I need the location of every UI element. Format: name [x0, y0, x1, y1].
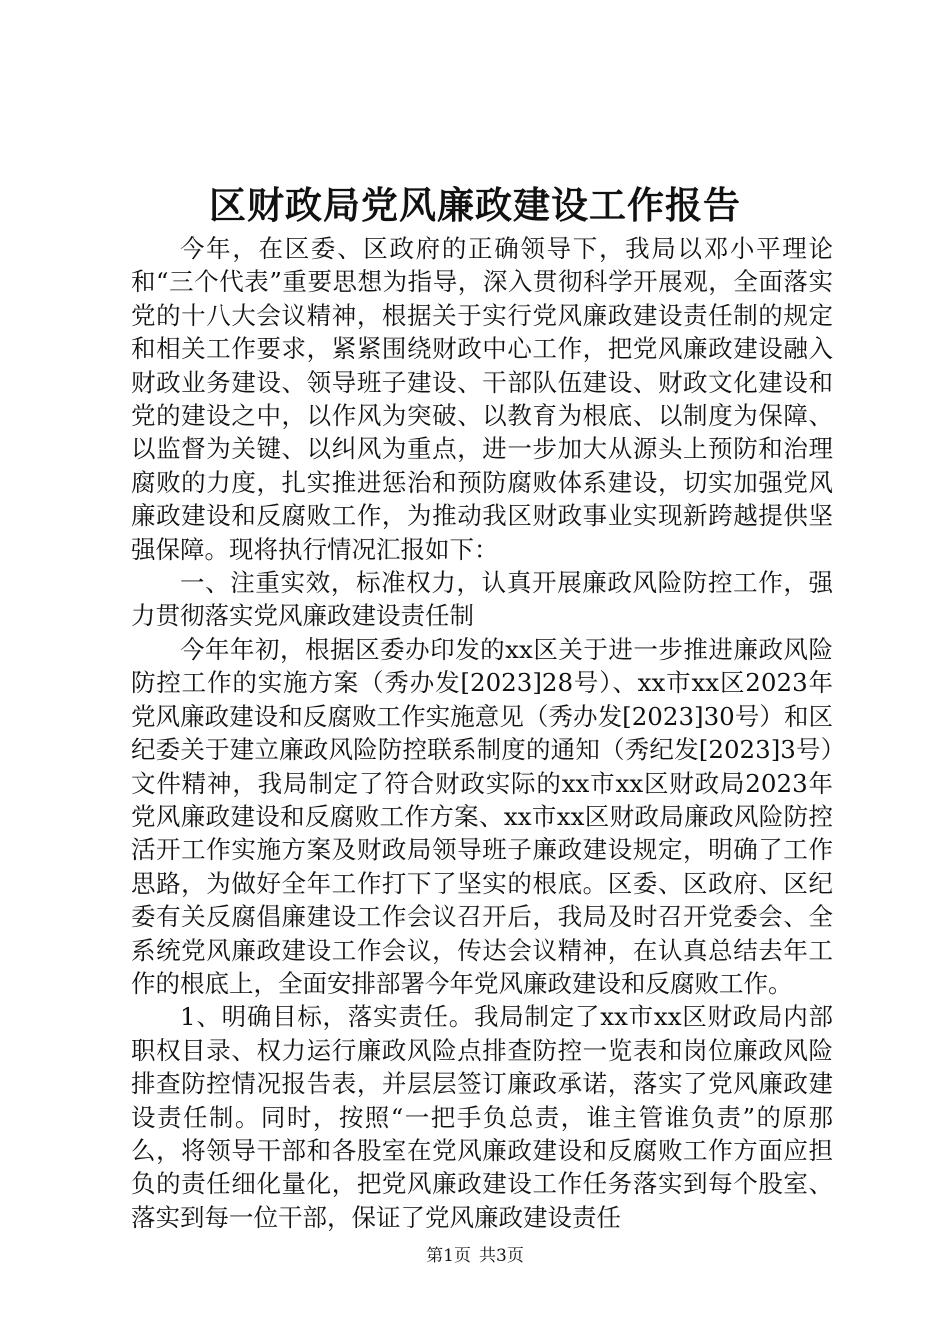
page-footer	[0, 1244, 950, 1268]
paragraph-intro: 今年，在区委、区政府的正确领导下，我局以邓小平理论和“三个代表”重要思想为指导，深入贯彻科学开展观，全面落实党的十八大会议精神，根据关于实行党风廉政建设责任制的规定和相关工作要求，紧紧围绕财政中心工作，把党风廉政建设融入财政业务建设、领导班子建设、干部队伍建设、财政文化建设和党的建设之中，以作风为突破、以教育为根底、以制度为保障、以监督为关键、以纠风为重点，进一步加大从源头上预防和治理腐败的力度，扎实推进惩治和预防腐败体系建设，切实加强党风廉政建设和反腐败工作，为推动我区财政事业实现新跨越提供坚强保障。现将执行情况汇报如下：	[131, 234, 833, 564]
page-total: 共3页	[479, 1246, 524, 1266]
paragraph-background: 今年年初，根据区委办印发的xx区关于进一步推进廉政风险防控工作的实施方案（秀办发[2023]28号）、xx市xx区2023年党风廉政建设和反腐败工作实施意见（秀办发[2023]30号）和区纪委关于建立廉政风险防控联系制度的通知（秀纪发[2023]3号）文件精神，我局制定了符合财政实际的xx市xx区财政局2023年党风廉政建设和反腐败工作方案、xx市xx区财政局廉政风险防控活开工作实施方案及财政局领导班子廉政建设规定，明确了工作思路，为做好全年工作打下了坚实的根底。区委、区政府、区纪委有关反腐倡廉建设工作会议召开后，我局及时召开党委会、全系统党风廉政建设工作会议，传达会议精神，在认真总结去年工作的根底上，全面安排部署今年党风廉政建设和反腐败工作。	[131, 634, 833, 998]
paragraph-item-1: 1、明确目标，落实责任。我局制定了xx市xx区财政局内部职权目录、权力运行廉政风险点排查防控一览表和岗位廉政风险排查防控情况报告表，并层层签订廉政承诺，落实了党风廉政建设责任制。同时，按照“一把手负总责，谁主管谁负责”的原那么，将领导干部和各股室在党风廉政建设和反腐败工作方面应担负的责任细化量化，把党风廉政建设工作任务落实到每个股室、落实到每一位干部，保证了党风廉政建设责任	[131, 1002, 833, 1232]
page-number: 第1页	[426, 1246, 471, 1266]
paragraph-section-heading: 一、注重实效，标准权力，认真开展廉政风险防控工作，强力贯彻落实党风廉政建设责任制	[131, 568, 833, 631]
document-body	[131, 232, 833, 1234]
document-title: 区财政局党风廉政建设工作报告	[209, 183, 741, 227]
